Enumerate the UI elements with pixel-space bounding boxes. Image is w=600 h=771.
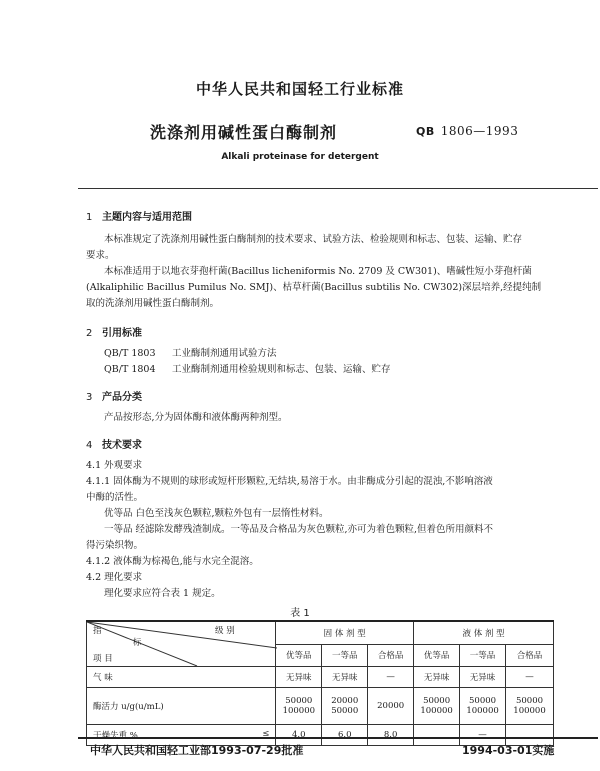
header-divider bbox=[78, 188, 598, 189]
section-1-paragraph-1-cont: 要求。 bbox=[86, 250, 115, 261]
liquid-form-header: 液 体 剂 型 bbox=[414, 621, 554, 644]
odor-cell: — bbox=[506, 667, 554, 688]
subsection-4-2-paragraph: 理化要求应符合表 1 规定。 bbox=[104, 588, 221, 599]
less-equal-sign: ≤ bbox=[262, 729, 270, 739]
activity-cell bbox=[276, 688, 322, 725]
activity-cell bbox=[322, 688, 368, 725]
solid-first-header: 一等品 bbox=[322, 644, 368, 666]
section-1-paragraph-2: 本标准适用于以地衣芽孢杆菌(Bacillus licheniformis No. 2709 及 CW301)、嗜碱性短小芽孢杆菌 bbox=[104, 266, 532, 277]
activity-min: 50000 bbox=[423, 696, 451, 706]
subsection-4-2-title: 4.2 理化要求 bbox=[86, 572, 143, 583]
activity-cell bbox=[460, 688, 506, 725]
activity-min: 20000 bbox=[377, 701, 405, 711]
table-row-activity bbox=[87, 688, 554, 725]
solid-premium-header: 优等品 bbox=[276, 644, 322, 666]
activity-cell bbox=[414, 688, 460, 725]
section-3-paragraph: 产品按形态,分为固体酶和液体酶两种剂型。 bbox=[104, 412, 288, 423]
subsection-4-1-1: 4.1.1 固体酶为不规则的球形或短杆形颗粒,无结块,易溶于水。由非酶成分引起的混浊,不影响溶液 bbox=[86, 476, 493, 487]
liquid-premium-header: 优等品 bbox=[414, 644, 460, 666]
odor-cell: 无异味 bbox=[414, 667, 460, 688]
dry-loss-label: 干燥失重,% bbox=[93, 731, 138, 741]
odor-label: 气 味 bbox=[87, 667, 276, 688]
header-mark-label: 标 bbox=[133, 638, 142, 648]
activity-min: 50000 bbox=[515, 696, 544, 706]
section-4-heading bbox=[86, 436, 142, 451]
reference-1-name: 工业酶制剂通用试验方法 bbox=[172, 348, 277, 359]
reference-2-code: QB/T 1804 bbox=[104, 364, 156, 375]
dry-loss-cell: 8.0 bbox=[368, 725, 414, 746]
header-grade-label: 级 别 bbox=[215, 626, 235, 636]
table-row-odor bbox=[87, 667, 554, 688]
reference-1-code: QB/T 1803 bbox=[104, 348, 156, 359]
odor-cell: 无异味 bbox=[460, 667, 506, 688]
section-4-title: 技术要求 bbox=[102, 440, 142, 451]
section-1-paragraph-2-end: 取的洗涤剂用碱性蛋白酶制剂。 bbox=[86, 298, 220, 309]
grade-first-desc-cont: 得污染织物。 bbox=[86, 540, 144, 551]
grade-premium-desc: 优等品 白色至浅灰色颗粒,颗粒外包有一层惰性材料。 bbox=[104, 508, 329, 519]
table-caption: 表 1 bbox=[290, 608, 310, 619]
header-item-label: 项 目 bbox=[93, 654, 113, 664]
activity-cell bbox=[368, 688, 414, 725]
liquid-qualified-header: 合格品 bbox=[506, 644, 554, 666]
odor-cell: 无异味 bbox=[322, 667, 368, 688]
activity-max: 100000 bbox=[282, 706, 316, 716]
header-indicator-label: 指 bbox=[93, 626, 102, 636]
section-1-heading bbox=[86, 208, 192, 223]
reference-2-name: 工业酶制剂通用检验规则和标志、包装、运输、贮存 bbox=[172, 364, 391, 375]
section-1-paragraph-2-cont: (Alkaliphilic Bacillus Pumilus No. SMJ)、枯草杆菌(Bacillus subtilis No. CW302)深层培养,经提纯制 bbox=[86, 282, 542, 293]
diagonal-header-cell bbox=[87, 621, 276, 667]
standard-code-number: 1806—1993 bbox=[440, 124, 519, 138]
section-4-number: 4 bbox=[86, 440, 93, 451]
liquid-first-header: 一等品 bbox=[460, 644, 506, 666]
activity-min: 50000 bbox=[285, 696, 313, 706]
section-3-title: 产品分类 bbox=[102, 392, 142, 403]
document-title: 洗涤剂用碱性蛋白酶制剂 bbox=[150, 123, 338, 142]
section-1-paragraph-1: 本标准规定了洗涤剂用碱性蛋白酶制剂的技术要求、试验方法、检验规则和标志、包装、运输、贮存 bbox=[104, 234, 523, 245]
activity-cell bbox=[506, 688, 554, 725]
activity-min: 50000 bbox=[469, 696, 497, 706]
dry-loss-cell: 4.0 bbox=[276, 725, 322, 746]
solid-qualified-header: 合格品 bbox=[368, 644, 414, 666]
solid-form-header: 固 体 剂 型 bbox=[276, 621, 414, 644]
grade-first-desc: 一等品 经滤除发酵残渣制成。一等品及合格品为灰色颗粒,亦可为着色颗粒,但着色所用颜料不 bbox=[104, 524, 494, 535]
diagonal-header-lines bbox=[87, 622, 277, 666]
table-header-row-1 bbox=[87, 621, 554, 644]
english-title: Alkali proteinase for detergent bbox=[221, 152, 379, 162]
reference-2 bbox=[104, 362, 391, 378]
section-1-number: 1 bbox=[86, 212, 93, 223]
standard-organization-header: 中华人民共和国轻工行业标准 bbox=[195, 80, 404, 98]
subsection-4-1-1-cont: 中酶的活性。 bbox=[86, 492, 144, 503]
subsection-4-1-title: 4.1 外观要求 bbox=[86, 460, 143, 471]
standard-code-prefix: QB bbox=[416, 125, 435, 138]
section-3-number: 3 bbox=[86, 392, 93, 403]
subsection-4-1-2: 4.1.2 液体酶为棕褐色,能与水完全混溶。 bbox=[86, 556, 259, 567]
activity-max: 100000 bbox=[513, 706, 546, 716]
spec-table bbox=[86, 620, 554, 746]
activity-label: 酶活力 u/g(u/mL) bbox=[87, 688, 276, 725]
section-2-heading bbox=[86, 324, 142, 339]
activity-min: 20000 bbox=[331, 696, 359, 706]
activity-max: 50000 bbox=[331, 706, 359, 716]
dry-loss-cell bbox=[414, 725, 460, 746]
activity-max: 100000 bbox=[420, 706, 453, 716]
section-3-heading bbox=[86, 388, 142, 403]
section-1-title: 主题内容与适用范围 bbox=[102, 212, 192, 223]
footer-divider bbox=[78, 737, 598, 739]
dry-loss-cell: — bbox=[460, 725, 506, 746]
standard-code bbox=[416, 124, 518, 138]
implementation-date: 1994-03-01实施 bbox=[462, 744, 555, 757]
activity-max: 100000 bbox=[466, 706, 499, 716]
section-2-number: 2 bbox=[86, 328, 93, 339]
odor-cell: — bbox=[368, 667, 414, 688]
dry-loss-cell: 6.0 bbox=[322, 725, 368, 746]
odor-cell: 无异味 bbox=[276, 667, 322, 688]
approval-statement: 中华人民共和国轻工业部1993-07-29批准 bbox=[90, 744, 304, 757]
section-2-title: 引用标准 bbox=[102, 328, 142, 339]
reference-1 bbox=[104, 346, 277, 362]
